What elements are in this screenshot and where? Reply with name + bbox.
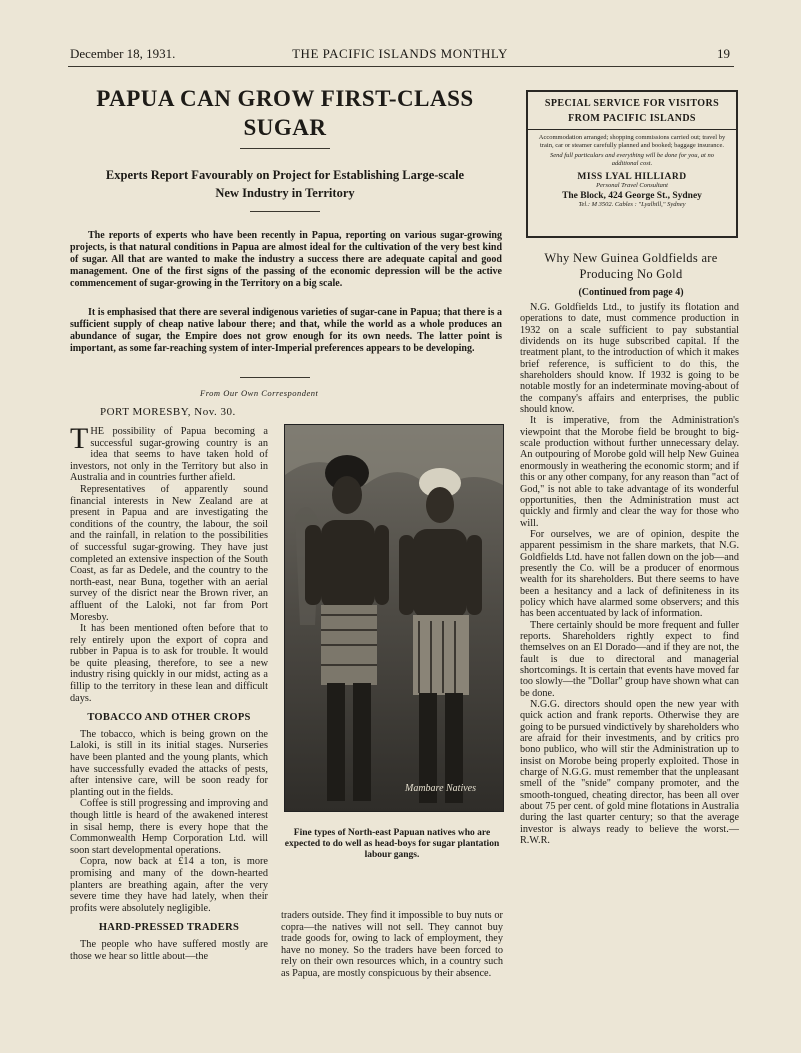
body-paragraph: THE possibility of Papua becoming a successful sugar-growing country is an idea that seems to have taken hold of investors, not only in the Territory but also in Australia and in countries further afield. [70, 422, 268, 484]
article-body-column-1 [70, 422, 268, 962]
ad-send-note: Send full particulars and everything will be done for you, at no additional cost. [550, 152, 714, 167]
headline-rule [240, 148, 330, 149]
running-header [70, 46, 730, 68]
article-subheadline: Experts Report Favourably on Project for Establishing Large-scale New Industry in Territory [105, 168, 465, 200]
body-paragraph: It has been mentioned often before that to rely entirely upon the export of copra and rubber in Papua is to ask for trouble. It would be quite pleasing, therefore, to see a new industry rising quickly in our midst, acting as a fillip to the territory in these lean and difficult days. [70, 623, 268, 704]
photo-caption: Fine types of North-east Papuan natives who are expected to do well as head-boys for sugar plantation labour gangs. [284, 828, 500, 860]
ad-name: MISS LYAL HILLIARD [577, 172, 687, 182]
continued-note: (Continued from page 4) [578, 287, 684, 298]
body-paragraph: Representatives of apparently sound financial interests in New Zealand are at present in Papua and are investigating the conditions of the country, the labour, the soil and the rainfall, in relation to the possibilities of successful sugar-growing. They have just completed an extensive inspection of the South Coast, as far as Dedele, and the country to the north-east, near Buna, together with an aerial survey of the disrict near the Brown river, an affluent of the Laloki, not far from Port Moresby. [70, 483, 268, 623]
body-paragraph: The tobacco, which is being grown on the Laloki, is still in its initial stages. Nurseries have been planted and the young plants, which have successfully evaded the attacks of pests, after intensive care, will be soon ready for planting out in the fields. [70, 728, 268, 798]
body-paragraph: traders outside. They find it impossible to buy nuts or copra—the natives will not sell. They cannot buy trade goods for, owing to lack of employment, they have no money. So the traders have been forced to rely on their own resources which, in a country such as Papua, are mostly conspicuous by their absence. [281, 910, 503, 979]
article-body-column-2 [281, 910, 503, 980]
ad-body: Accommodation arranged; shopping commissions carried out; travel by train, car or steamer carefully planned and booked; baggage insurance. [538, 134, 726, 149]
header-rule [68, 66, 734, 67]
article2-body [520, 302, 739, 847]
body-paragraph: There certainly should be more frequent and fuller reports. Shareholders rightly expect to find themselves on an El Dorado—and if they are not, the fault is due to directoral and managerial shortcomings. It is certain that events have moved far too slowly—the "Dollar" group have shown what can be done. [520, 619, 739, 699]
ad-address: The Block, 424 George St., Sydney [562, 191, 702, 201]
subhead-rule [250, 211, 320, 212]
magazine-title: THE PACIFIC ISLANDS MONTHLY [292, 46, 508, 61]
ad-title-line-1: SPECIAL SERVICE FOR VISITORS [544, 98, 720, 109]
photograph-papuan-natives [284, 424, 504, 812]
ad-contact: Tel.: M 3502. Cables : "Lyalhill," Sydney [578, 201, 686, 208]
drop-cap: T [70, 422, 89, 455]
photo-illustration [285, 425, 503, 811]
ad-role: Personal Travel Consultant [596, 182, 668, 189]
dateline: PORT MORESBY, Nov. 30. [100, 406, 236, 418]
intro-paragraph-1: The reports of experts who have been recently in Papua, reporting on various sugar-growing projects, is that natural conditions in Papua are almost ideal for the cultivation of the very best kind of sugar. All that are wanted to make the industry a success there are adequate capital and good management. One of the first signs of the passing of the economic depression will be the active commencement of sugar-growing in the Territory on a big scale. [70, 230, 502, 289]
section-heading: TOBACCO AND OTHER CROPS [87, 712, 251, 724]
body-paragraph: For ourselves, we are of opinion, despite the apparent pessimism in the share markets, that N.G. Goldfields Ltd. have not fallen down on the job—and presently the Co. will be a producer of enormous wealth for its shareholders. But there seems to have been a hesitancy and a lack of definiteness in its policy which have alarmed some observers; and this has been accentuated by lack of information. [520, 528, 739, 620]
body-paragraph: Coffee is still progressing and improving and though little is heard of the awakened interest in sisal hemp, there is every hope that the Commonwealth Hemp Corporation Ltd. will soon start developmental operations. [70, 798, 268, 856]
body-paragraph: Copra, now back at £14 a ton, is more promising and many of the down-hearted planters are breathing again, after the very severe time they have had lately, when their profits were absolutely negligible. [70, 856, 268, 914]
article2-title: Why New Guinea Goldfields are Producing No Gold [544, 251, 718, 281]
issue-date: December 18, 1931. [70, 46, 176, 61]
ad-rule [528, 129, 736, 130]
body-paragraph: N.G.G. directors should open the new year with quick action and frank reports. Otherwise they are going to be pursued vindictively by shareholders who are afraid for their investments, and by critics pro bono publico, who will stir the Administration up to insist on Morobe being properly exploited. Those in charge of N.G.G. must remember that the unpleasant smell of the "snide" company promoter, and the smooth-tongued, cheating director, has been all over about 75 per cent. of gold mine flotations in Australia during the last quarter century; so that the average investor is always ready to believe the worst.—R.W.R. [520, 699, 739, 847]
photo-inscription: Mambare Natives [405, 783, 477, 794]
intro-rule [240, 377, 310, 378]
body-paragraph: It is imperative, from the Administration's viewpoint that the Morobe field be brought to big-scale production without further unnecessary delay. An outpouring of Morobe gold will help New Guinea enormously in weathering the economic storm; and if this or any other company, for any reason than "act of God," is not able to take advantage of its wonderful opportunities, then the Administration must act quickly and firmly and clear the way for those who will. [520, 415, 739, 529]
intro-paragraph-2: It is emphasised that there are several indigenous varieties of sugar-cane in Papua; that there is a sufficient supply of cheap native labour there; and that, while the world as a whole produces an abundance of sugar, the Empire does not grow enough for its own needs. The latter point is important, as some far-reaching system of inter-Imperial preferences appears to be developing. [70, 307, 502, 354]
body-paragraph: N.G. Goldfields Ltd., to justify its flotation and operations to date, must commence production in 1932 on a scale sufficient to pay substantial dividends on its huge subscribed capital. If the treatment plant, to the introduction of which it makes brief reference, is sufficient to do this, the shareholders should know. If 1932 is going to be notable mostly for an indeterminate moving-about of the company's affairs and enterprises, the public should know. [520, 302, 739, 416]
page-number: 19 [717, 46, 730, 61]
article-headline: PAPUA CAN GROW FIRST-CLASS SUGAR [96, 86, 474, 140]
byline: From Our Own Correspondent [200, 388, 319, 398]
ad-title-line-2: FROM PACIFIC ISLANDS [568, 113, 696, 124]
body-paragraph: The people who have suffered mostly are those we hear so little about—the [70, 938, 268, 962]
section-heading: HARD-PRESSED TRADERS [98, 922, 240, 934]
travel-advertisement [526, 90, 738, 238]
